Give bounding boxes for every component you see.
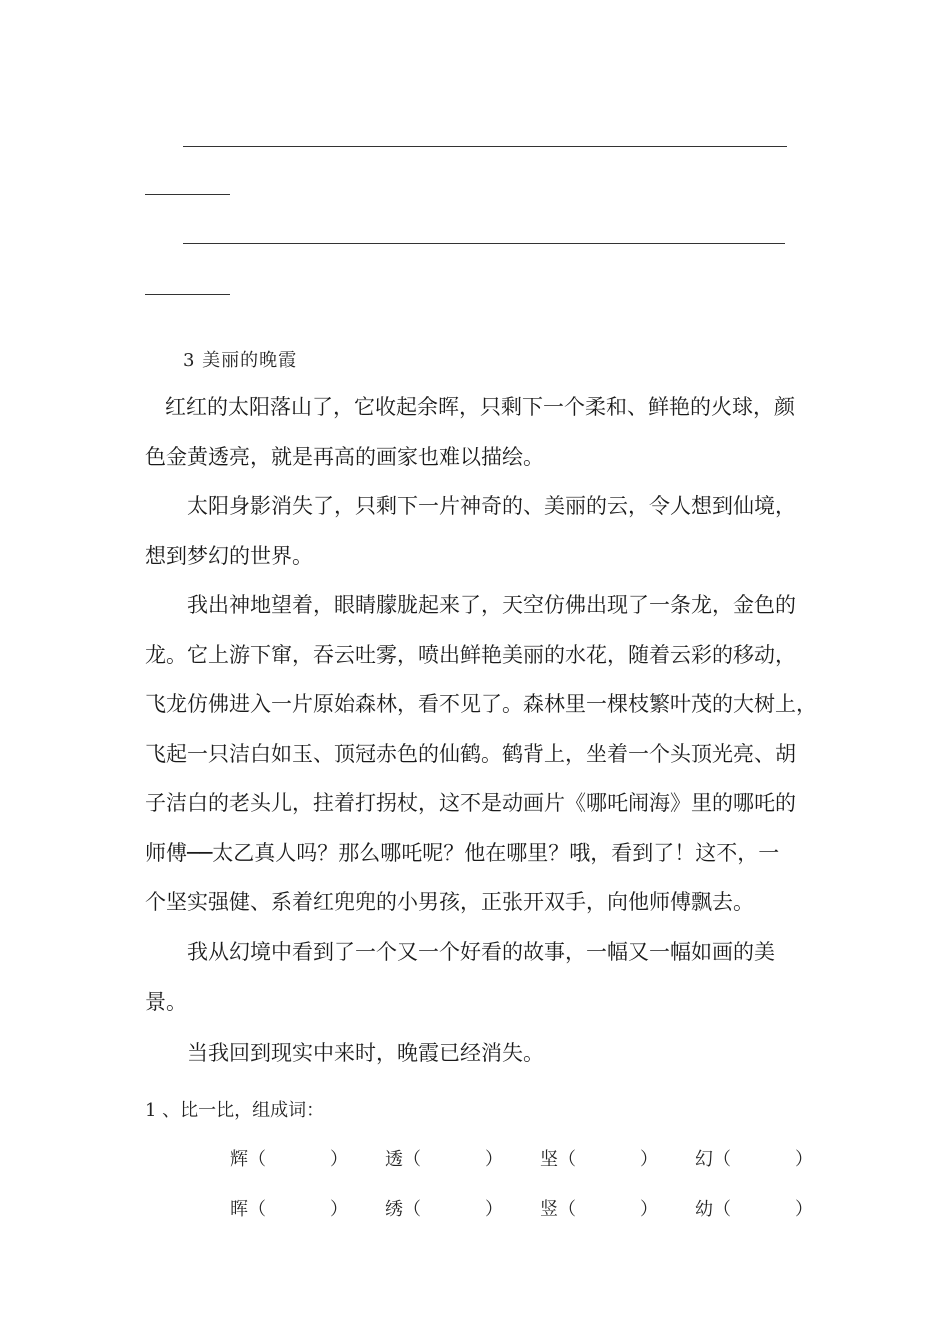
question-label: 1 、比一比，组成词：	[145, 1100, 325, 1121]
close-paren: ）	[330, 1149, 348, 1170]
word-prompt: 幼（	[695, 1199, 731, 1220]
word-prompt: 坚（	[540, 1149, 576, 1170]
word-blank[interactable]	[695, 1145, 813, 1171]
word-blank[interactable]	[540, 1195, 658, 1221]
paragraph	[145, 581, 825, 928]
word-prompt: 幻（	[695, 1149, 731, 1170]
answer-line	[183, 146, 787, 147]
paragraph	[145, 1029, 825, 1079]
answer-line	[145, 294, 230, 295]
close-paren: ）	[640, 1199, 658, 1220]
text-line: 景。	[145, 989, 187, 1014]
word-blank[interactable]	[230, 1195, 348, 1221]
word-prompt: 透（	[385, 1149, 421, 1170]
word-blank[interactable]	[385, 1145, 503, 1171]
word-blank[interactable]	[385, 1195, 503, 1221]
close-paren: ）	[485, 1149, 503, 1170]
answer-line	[145, 194, 230, 195]
close-paren: ）	[795, 1199, 813, 1220]
text-line: 当我回到现实中来时，晚霞已经消失。	[187, 1041, 544, 1065]
word-prompt: 竖（	[540, 1199, 576, 1220]
word-prompt: 辉（	[230, 1149, 266, 1170]
text-line: 飞起一只洁白如玉、顶冠赤色的仙鹤。鹤背上，坐着一个头顶光亮、胡	[145, 741, 796, 766]
word-prompt: 绣（	[385, 1199, 421, 1220]
text-line: 色金黄透亮，就是再高的画家也难以描绘。	[145, 444, 544, 469]
text-line: 飞龙仿佛进入一片原始森林，看不见了。森林里一棵枝繁叶茂的大树上，	[145, 692, 817, 716]
paragraph	[145, 383, 825, 482]
section-title: 3 美丽的晚霞	[183, 350, 298, 371]
text-line: 想到梦幻的世界。	[145, 543, 313, 568]
text-line: 师傅──太乙真人吗？那么哪吒呢？他在哪里？哦，看到了！这不，一	[145, 840, 780, 865]
close-paren: ）	[485, 1199, 503, 1220]
text-line: 太阳身影消失了，只剩下一片神奇的、美丽的云，令人想到仙境，	[187, 494, 796, 518]
word-blank[interactable]	[230, 1145, 348, 1171]
paragraph	[145, 482, 825, 581]
close-paren: ）	[640, 1149, 658, 1170]
text-line: 子洁白的老头儿，拄着打拐杖，这不是动画片《哪吒闹海》里的哪吒的	[145, 791, 796, 815]
close-paren: ）	[330, 1199, 348, 1220]
close-paren: ）	[795, 1149, 813, 1170]
text-line: 我出神地望着，眼睛朦胧起来了，天空仿佛出现了一条龙，金色的	[187, 593, 796, 617]
text-line: 红红的太阳落山了，它收起余晖，只剩下一个柔和、鲜艳的火球，颜	[165, 395, 795, 419]
answer-line	[183, 243, 785, 244]
text-line: 我从幻境中看到了一个又一个好看的故事，一幅又一幅如画的美	[187, 940, 775, 964]
word-blank[interactable]	[540, 1145, 658, 1171]
text-line: 龙。它上游下窜，吞云吐雾，喷出鲜艳美丽的水花，随着云彩的移动，	[145, 642, 796, 667]
text-line: 个坚实强健、系着红兜兜的小男孩，正张开双手，向他师傅飘去。	[145, 890, 754, 914]
word-prompt: 晖（	[230, 1199, 266, 1220]
paragraph	[145, 928, 825, 1027]
word-blank[interactable]	[695, 1195, 813, 1221]
